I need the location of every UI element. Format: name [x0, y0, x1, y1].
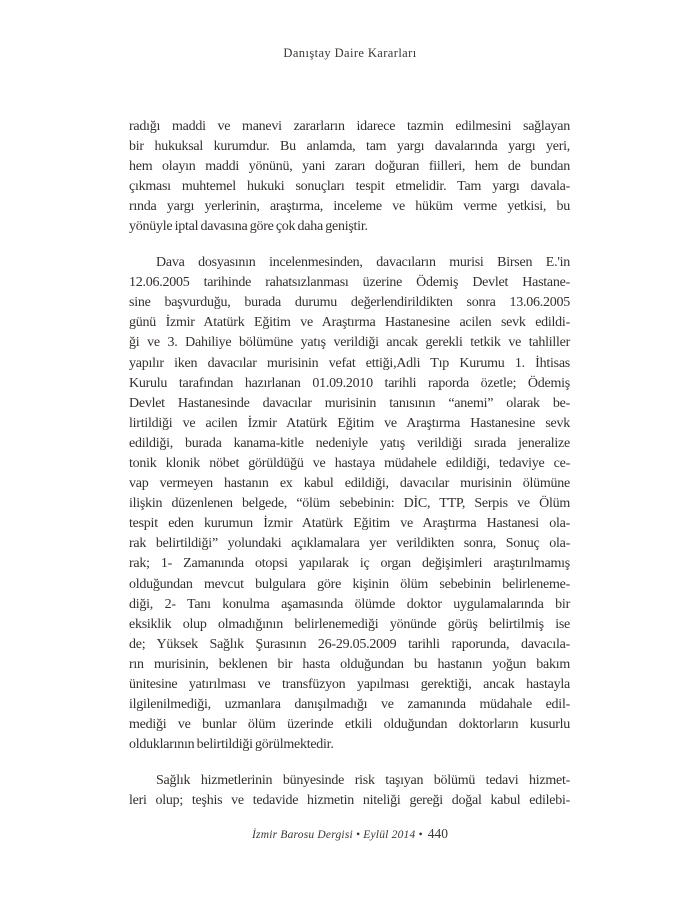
paragraph — [129, 253, 570, 755]
body-line: bir hukuksal kurumdur. Bu anlamda, tam yargı davalarında yargı yeri, — [129, 139, 570, 155]
body-line: vap vermeyen hastanın ex kabul edildiği, davacılar murisinin ölümüne — [129, 476, 570, 492]
body-line: Kurulu tarafından hazırlanan 01.09.2010 tarihli raporda özetle; Ödemiş — [129, 375, 570, 391]
body-line: günü İzmir Atatürk Eğitim ve Araştırma Hastanesine acilen sevk edildi- — [129, 315, 570, 331]
body-line: edildiği, burada kanama-kitle nedeniyle yatış verildiği sırada jeneralize — [129, 435, 570, 451]
body-line: Sağlık hizmetlerinin bünyesinde risk taşıyan bölümü tedavi hizmet- — [156, 772, 570, 788]
body-line: rak; 1- Zamanında otopsi yapılarak iç organ değişimleri araştırılmamış — [129, 556, 570, 572]
body-line: radığı maddi ve manevi zararların idarece tazmin edilmesini sağlayan — [129, 119, 570, 134]
body-line: rında yargı yerlerinin, araştırma, inceleme ve hüküm verme yetkisi, bu — [129, 199, 570, 215]
body-line: ilgilenilmediği, uzmanlara danışılmadığı ve zamanında müdahale edil- — [129, 697, 570, 713]
body-line: eksiklik olup olmadığının belirlenemediği yönünde görüş belirtilmiş ise — [129, 616, 570, 632]
body-line: sine başvurduğu, burada durumu değerlendirildikten sonra 13.06.2005 — [129, 295, 570, 311]
body-line: olduklarının belirtildiği görülmektedir. — [129, 737, 334, 753]
page-footer — [0, 825, 700, 843]
body-line: ilişkin düzenlenen belgede, “ölüm sebebinin: DİC, TTP, Serpis ve Ölüm — [129, 496, 570, 512]
footer-journal-title: İzmir Barosu Dergisi • Eylül 2014 • — [252, 829, 423, 841]
body-line: Dava dosyasının incelenmesinden, davacıların murisi Birsen E.'in — [156, 255, 570, 271]
body-line: tonik klonik nöbet görüldüğü ve hastaya müdahele edildiği, tedaviye ce- — [129, 456, 570, 471]
running-header: Danıştay Daire Kararları — [283, 46, 417, 60]
body-line: lirtildiği ve acilen İzmir Atatürk Eğitim ve Araştırma Hastanesine sevk — [129, 415, 570, 431]
body-line: rın murisinin, beklenen bir hasta olduğundan bu hastanın yoğun bakım — [129, 656, 570, 672]
paragraph — [129, 117, 570, 238]
body-line: çıkması muhtemel hukuki sonuçları tespit etmelidir. Tam yargı davala- — [129, 179, 570, 195]
page-number: 440 — [427, 826, 448, 841]
body-line: ği ve 3. Dahiliye bölümüne yatış verildiği ancak gerekli tetkik ve tahliller — [129, 335, 570, 351]
body-line: olduğundan mevcut bulgulara göre kişinin ölüm sebebinin belirleneme- — [129, 576, 570, 592]
body-line: yönüyle iptal davasına göre çok daha geniştir. — [129, 219, 368, 235]
body-text — [129, 117, 570, 827]
body-line: ünitesine yatırılması ve transfüzyon yapılması gerektiği, ancak hastayla — [129, 677, 570, 693]
body-line: 12.06.2005 tarihinde rahatsızlanması üzerine Ödemiş Devlet Hastane- — [129, 275, 570, 291]
body-line: diği, 2- Tanı konulma aşamasında ölümde doktor uygulamalarında bir — [129, 596, 570, 612]
body-line: tespit eden kurumun İzmir Atatürk Eğitim ve Araştırma Hastanesi ola- — [129, 516, 570, 532]
paragraph — [129, 771, 570, 811]
body-line: mediği ve bunlar ölüm üzerinde etkili olduğundan doktorların kusurlu — [129, 717, 570, 733]
body-line: rak belirtildiği” yolundaki açıklamalara yer verildikten sonra, Sonuç ola- — [129, 536, 570, 552]
body-line: Devlet Hastanesinde davacılar murisinin tanısının “anemi” olarak be- — [129, 395, 570, 411]
body-line: leri olup; teşhis ve tedavide hizmetin niteliği gereği doğal kabul edilebi- — [129, 793, 570, 808]
body-line: de; Yüksek Sağlık Şurasının 26-29.05.2009 tarihli raporunda, davacıla- — [129, 636, 570, 652]
body-line: hem olayın maddi yönünü, yani zararı doğuran fiilleri, hem de bundan — [129, 159, 570, 175]
body-line: yapılır iken davacılar murisinin vefat ettiği,Adli Tıp Kurumu 1. İhtisas — [129, 355, 570, 371]
